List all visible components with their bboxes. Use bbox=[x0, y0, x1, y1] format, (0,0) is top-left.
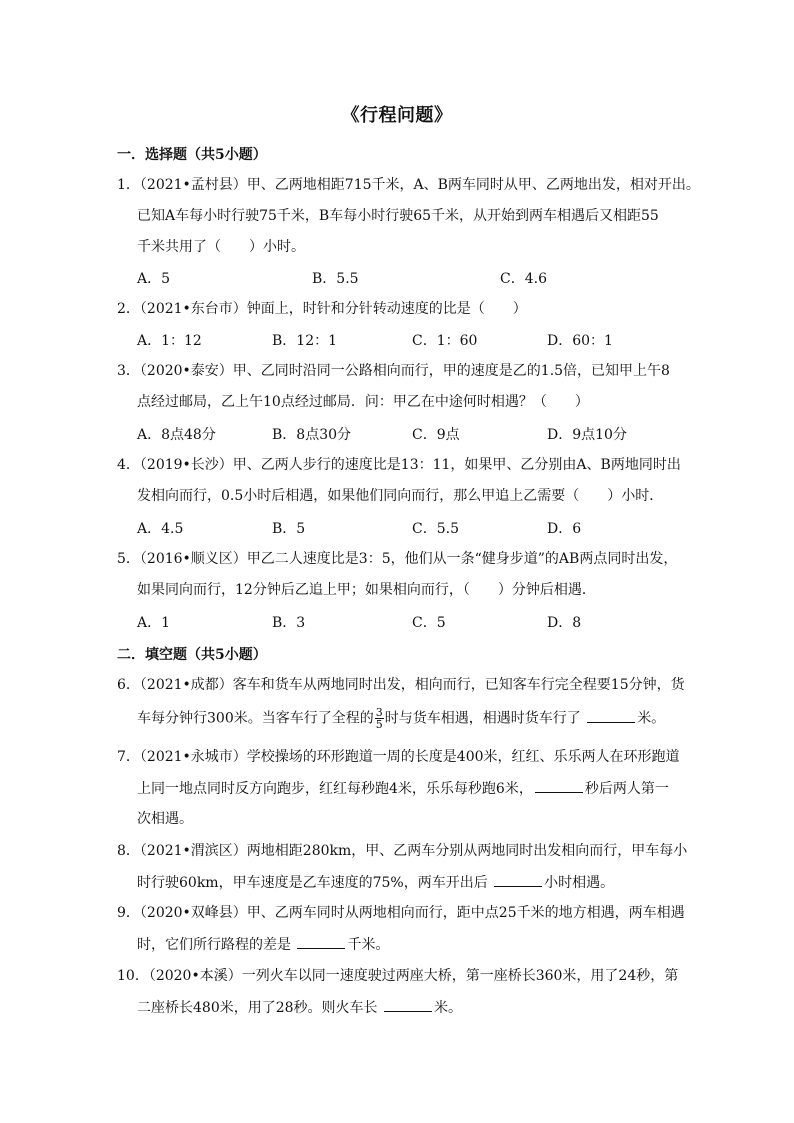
question-text-part: 米。 bbox=[637, 710, 666, 727]
section-heading-fill: 二．填空题（共5小题） bbox=[117, 647, 267, 663]
option-b[interactable]: B．3 bbox=[272, 615, 306, 631]
option-a[interactable]: A．1 bbox=[137, 615, 171, 631]
question-text-part: 上同一地点同时反方向跑步，红红每秒跑4米，乐乐每秒跑6米， bbox=[137, 781, 533, 797]
question-text: 8．（2021•渭滨区）两地相距280km，甲、乙两车分别从两地同时出发相向而行，甲车每小 bbox=[117, 843, 688, 859]
options-row bbox=[137, 518, 697, 538]
fraction-numerator: 3 bbox=[375, 706, 383, 719]
option-c[interactable]: C．5.5 bbox=[412, 521, 459, 537]
option-c[interactable]: C．5 bbox=[412, 615, 446, 631]
question-text-part: 时行驶60km，甲车速度是乙车速度的75%，两车开出后 bbox=[137, 875, 488, 891]
question-text: 千米共用了（ ）小时。 bbox=[137, 239, 305, 255]
question-text: 5．（2016•顺义区）甲乙二人速度比是3：5，他们从一条“健身步道”的AB两点同时出发， bbox=[117, 551, 678, 567]
option-b[interactable]: B．5.5 bbox=[312, 271, 359, 287]
option-d[interactable]: D．6 bbox=[547, 521, 582, 537]
option-b[interactable]: B．8点30分 bbox=[272, 427, 352, 443]
question-text-part: 小时相遇。 bbox=[544, 875, 615, 891]
question-text-part: 时与货车相遇，相遇时货车行了 bbox=[384, 710, 581, 727]
question-text: 3．（2020•泰安）甲、乙同时沿同一公路相向而行，甲的速度是乙的1.5倍，已知甲上午8 bbox=[117, 363, 670, 379]
option-c[interactable]: C．1：60 bbox=[412, 333, 478, 349]
option-a[interactable]: A．1：12 bbox=[137, 333, 202, 349]
question-text-part: 千米。 bbox=[347, 937, 390, 953]
question-text: 2．（2021•东台市）钟面上，时针和分针转动速度的比是（ ） bbox=[117, 301, 527, 317]
options-row bbox=[137, 612, 697, 632]
question-text bbox=[137, 872, 614, 893]
question-text: 10．（2020•本溪）一列火车以同一速度驶过两座大桥，第一座桥长360米，用了24秒，第 bbox=[117, 968, 679, 984]
option-c[interactable]: C．9点 bbox=[412, 427, 460, 443]
question-text-part: 二座桥长480米，用了28秒。则火车长 bbox=[137, 1000, 378, 1016]
option-c[interactable]: C．4.6 bbox=[500, 271, 547, 287]
option-b[interactable]: B．12：1 bbox=[272, 333, 338, 349]
fraction bbox=[375, 707, 384, 730]
question-text bbox=[137, 934, 389, 955]
question-text: 次相遇。 bbox=[137, 811, 193, 827]
fraction-denominator: 5 bbox=[375, 718, 383, 731]
answer-blank[interactable] bbox=[494, 872, 542, 887]
question-text bbox=[137, 707, 665, 730]
option-d[interactable]: D．8 bbox=[547, 615, 582, 631]
question-text-part: 米。 bbox=[434, 1000, 462, 1016]
option-d[interactable]: D．60：1 bbox=[547, 333, 613, 349]
question-text: 如果同向而行，12分钟后乙追上甲；如果相向而行，（ ）分钟后相遇． bbox=[137, 582, 596, 598]
page-title: 《行程问题》 bbox=[341, 105, 453, 126]
options-row bbox=[137, 268, 697, 288]
options-row bbox=[137, 424, 697, 444]
option-d[interactable]: D．9点10分 bbox=[547, 427, 627, 443]
question-text: 6．（2021•成都）客车和货车从两地同时出发，相向而行，已知客车行完全程要15分钟，货 bbox=[117, 677, 685, 693]
question-text: 发相向而行，0.5小时后相遇，如果他们同向而行，那么甲追上乙需要（ ）小时． bbox=[137, 488, 664, 504]
option-b[interactable]: B．5 bbox=[272, 521, 306, 537]
question-text-part: 秒后两人第一 bbox=[584, 781, 669, 797]
answer-blank[interactable] bbox=[587, 708, 635, 723]
question-text-part: 车每分钟行300米。当客车行了全程的 bbox=[137, 710, 374, 727]
question-text: 点经过邮局，乙上午10点经过邮局．问：甲乙在中途何时相遇？（ ） bbox=[137, 394, 589, 410]
answer-blank[interactable] bbox=[384, 997, 432, 1012]
option-a[interactable]: A．8点48分 bbox=[137, 427, 216, 443]
question-text: 已知A车每小时行驶75千米，B车每小时行驶65千米，从开始到两车相遇后又相距55 bbox=[137, 208, 659, 224]
question-text: 7．（2021•永城市）学校操场的环形跑道一周的长度是400米，红红、乐乐两人在环形跑道 bbox=[117, 749, 680, 765]
section-heading-choice: 一．选择题（共5小题） bbox=[117, 147, 267, 163]
question-text: 1．（2021•孟村县）甲、乙两地相距715千米，A、B两车同时从甲、乙两地出发，相对开出。 bbox=[117, 177, 700, 193]
question-text: 9．（2020•双峰县）甲、乙两车同时从两地相向而行，距中点25千米的地方相遇，两车相遇 bbox=[117, 905, 685, 921]
question-text bbox=[137, 997, 462, 1018]
question-text bbox=[137, 778, 669, 799]
answer-blank[interactable] bbox=[535, 778, 583, 793]
options-row bbox=[137, 330, 697, 350]
question-text-part: 时，它们所行路程的差是 bbox=[137, 937, 291, 953]
answer-blank[interactable] bbox=[297, 934, 345, 949]
question-text: 4．（2019•长沙）甲、乙两人步行的速度比是13：11，如果甲、乙分别由A、B两地同时出 bbox=[117, 457, 681, 473]
option-a[interactable]: A．4.5 bbox=[137, 521, 184, 537]
option-a[interactable]: A．5 bbox=[137, 271, 171, 287]
